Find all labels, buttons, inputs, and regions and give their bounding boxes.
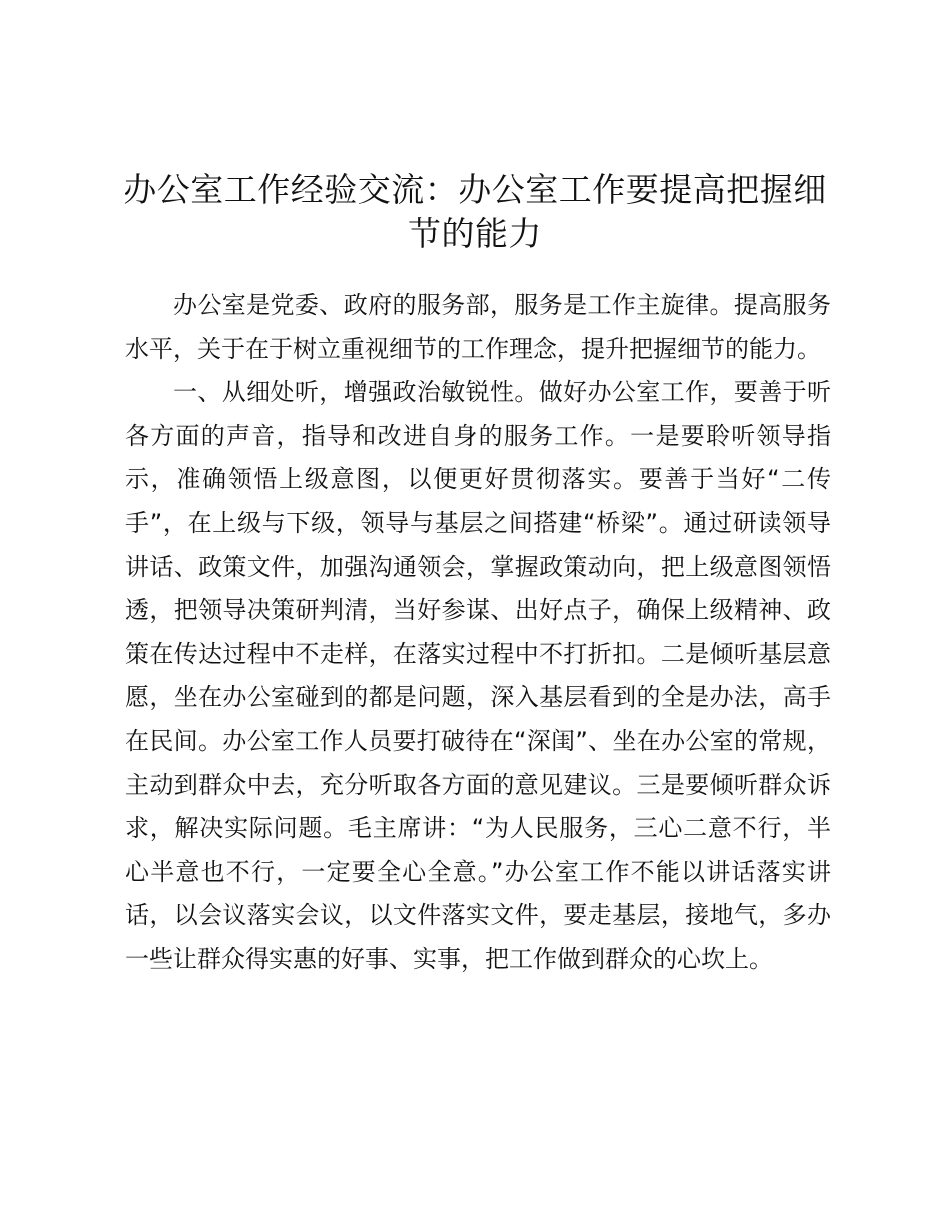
paragraph-section-one: 一、从细处听，增强政治敏锐性。做好办公室工作，要善于听各方面的声音，指导和改进自身的服务工作。一是要聆听领导指示，准确领悟上级意图，以便更好贯彻落实。要善于当好“二传手”，在上级与下级，领导与基层之间搭建“桥梁”。通过研读领导讲话、政策文件，加强沟通领会，掌握政策动向，把上级意图领悟透，把领导决策研判清，当好参谋、出好点子，确保上级精神、政策在传达过程中不走样，在落实过程中不打折扣。二是倾听基层意愿，坐在办公室碰到的都是问题，深入基层看到的全是办法，高手在民间。办公室工作人员要打破待在“深闺”、坐在办公室的常规，主动到群众中去，充分听取各方面的意见建议。三是要倾听群众诉求，解决实际问题。毛主席讲：“为人民服务，三心二意不行，半心半意也不行，一定要全心全意。”办公室工作不能以讲话落实讲话，以会议落实会议，以文件落实文件，要走基层，接地气，多办一些让群众得实惠的好事、实事，把工作做到群众的心坎上。 bbox=[125, 378, 831, 973]
paragraph-intro: 办公室是党委、政府的服务部，服务是工作主旋律。提高服务水平，关于在于树立重视细节的工作理念，提升把握细节的能力。 bbox=[125, 291, 831, 363]
document-title: 办公室工作经验交流：办公室工作要提高把握细节的能力 bbox=[123, 170, 827, 253]
document-body bbox=[125, 284, 831, 982]
